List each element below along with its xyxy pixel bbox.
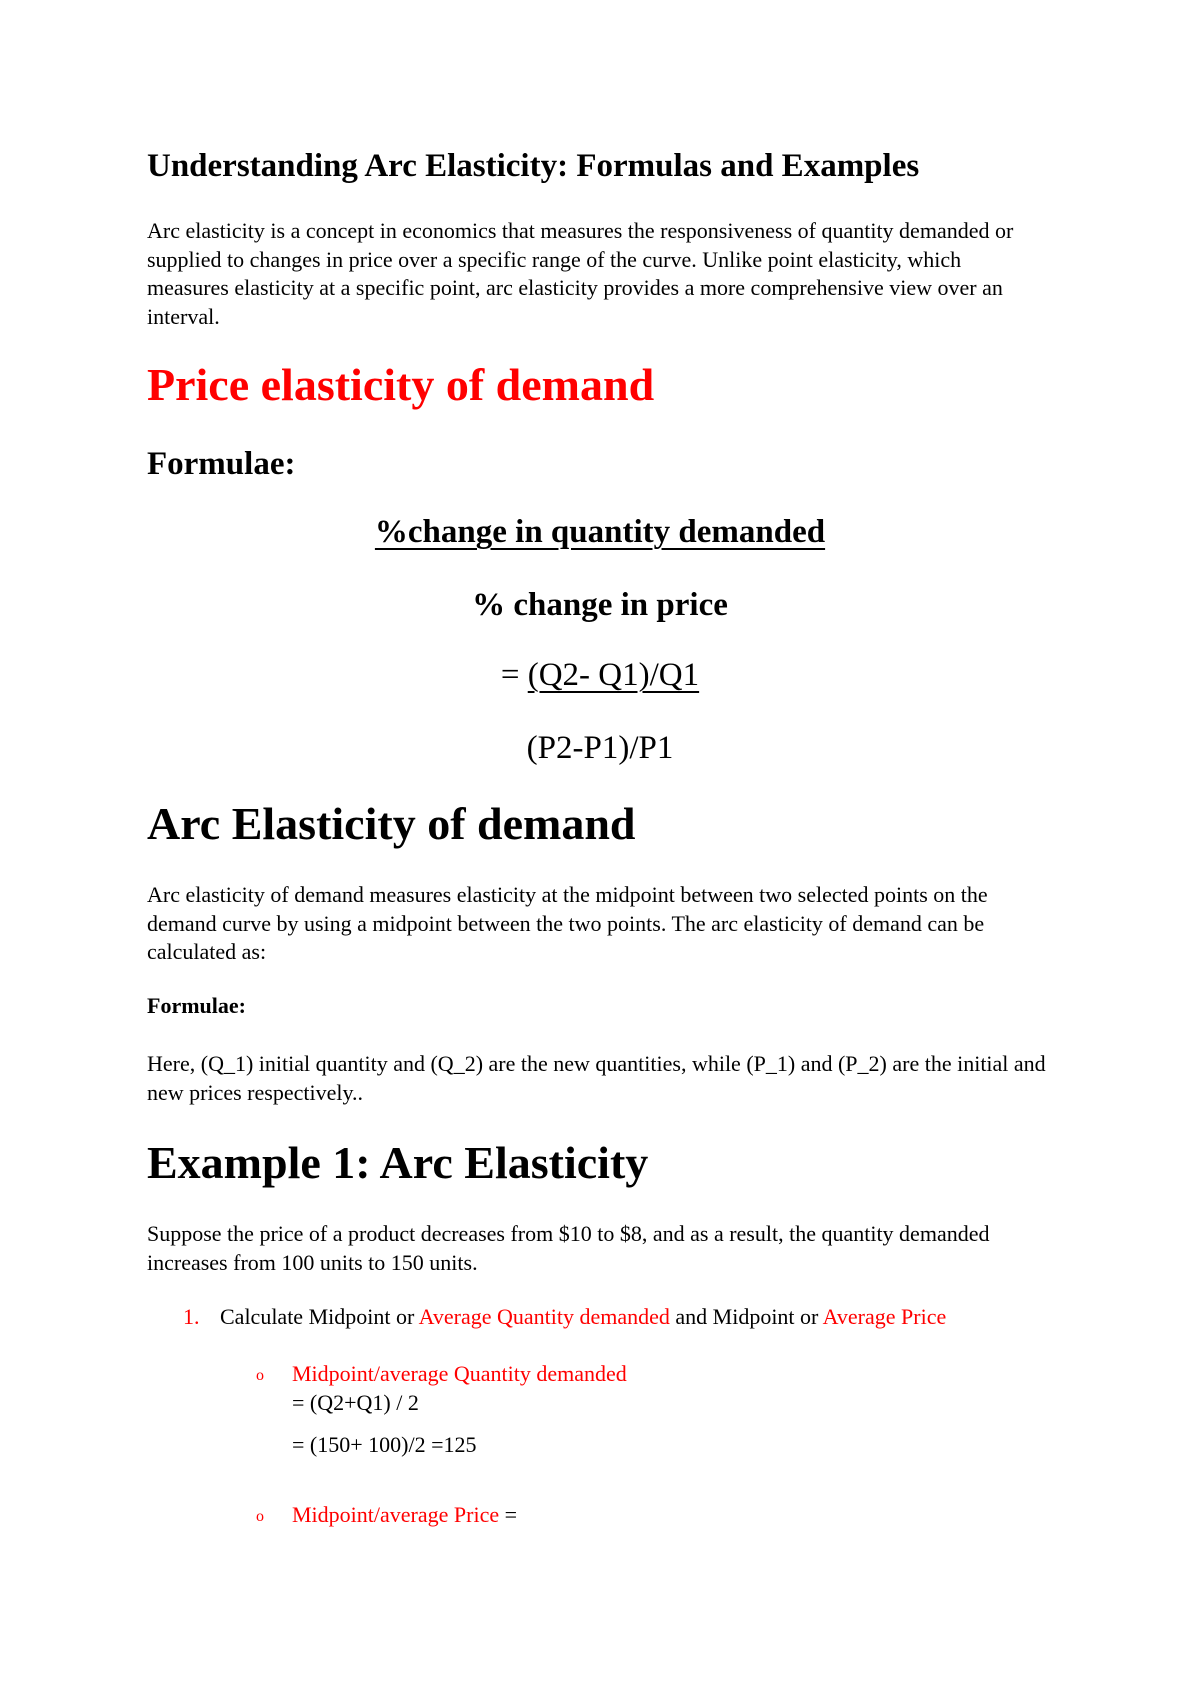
- bullet-2-suffix: =: [499, 1502, 518, 1527]
- example-1-heading: Example 1: Arc Elasticity: [147, 1137, 649, 1188]
- bullet-2-marker: o: [256, 1508, 264, 1525]
- quantity-ratio: (Q2- Q1)/Q1: [527, 657, 700, 693]
- step-1-text: [220, 1304, 946, 1330]
- formula-numerator-label: %change in quantity demanded: [374, 514, 826, 550]
- formula-numerator-text: [0, 514, 1200, 551]
- formula-denominator-text: % change in price: [472, 587, 728, 623]
- step-1-number: 1.: [183, 1304, 200, 1329]
- formula-ratio-numerator: [0, 657, 1200, 694]
- bullet-1-calculation: = (150+ 100)/2 =125: [292, 1432, 477, 1457]
- arc-formulae-label: Formulae:: [147, 993, 246, 1018]
- document-title: Understanding Arc Elasticity: Formulas and Examples: [147, 148, 920, 184]
- bullet-1-formula: = (Q2+Q1) / 2: [292, 1390, 419, 1415]
- step-1-part-c: and Midpoint or: [669, 1304, 823, 1329]
- bullet-2-label: Midpoint/average Price: [292, 1502, 500, 1527]
- equals-sign: =: [500, 657, 520, 693]
- intro-paragraph: Arc elasticity is a concept in economics that measures the responsiveness of quantity demanded or supplied to changes in price over a specific range of the curve. Unlike point elasticity, which measures elasticity at a specific point, arc elasticity provides a more comprehensive view over an interval.: [147, 218, 1014, 329]
- price-elasticity-heading: Price elasticity of demand: [147, 359, 655, 410]
- bullet-2-text: [292, 1502, 517, 1528]
- arc-elasticity-heading: Arc Elasticity of demand: [147, 798, 636, 849]
- arc-elasticity-paragraph: Arc elasticity of demand measures elasticity at the midpoint between two selected points on the demand curve by using a midpoint between the two points. The arc elasticity of demand can be calculated as:: [147, 882, 988, 964]
- bullet-1-label: Midpoint/average Quantity demanded: [292, 1361, 627, 1386]
- bullet-1-marker: o: [256, 1367, 264, 1384]
- price-ratio: (P2-P1)/P1: [526, 730, 674, 766]
- step-1-average-quantity: Average Quantity demanded: [418, 1304, 670, 1329]
- step-1-average-price: Average Price: [822, 1304, 947, 1329]
- formulae-heading: Formulae:: [147, 446, 296, 482]
- step-1-part-a: Calculate Midpoint or: [220, 1304, 419, 1329]
- example-1-paragraph: Suppose the price of a product decreases from $10 to $8, and as a result, the quantity demanded increases from 100 units to 150 units.: [147, 1221, 990, 1275]
- variables-paragraph: Here, (Q_1) initial quantity and (Q_2) are the new quantities, while (P_1) and (P_2) are the initial and new prices respectively..: [147, 1051, 1046, 1105]
